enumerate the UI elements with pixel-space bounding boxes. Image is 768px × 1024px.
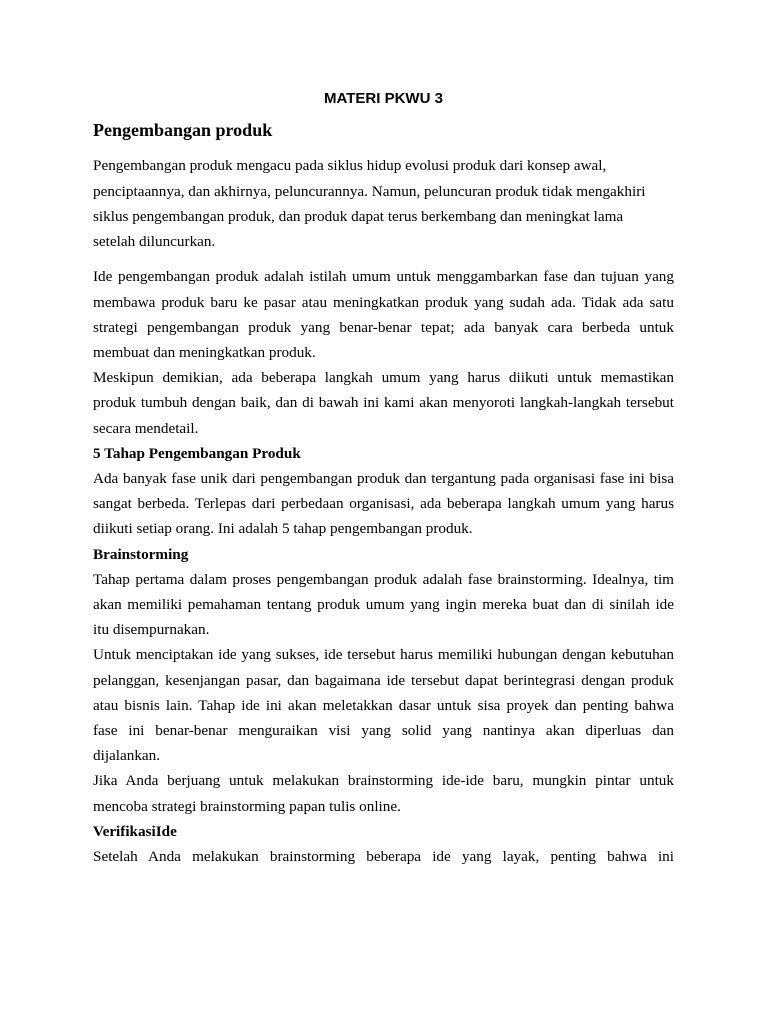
text-line: produk tumbuh dengan baik, dan di bawah ini kami akan menyoroti langkah-langkah tersebut [93, 394, 674, 412]
text-line: sangat berbeda. Terlepas dari perbedaan organisasi, ada beberapa langkah umum yang harus [93, 495, 674, 513]
document-page [93, 0, 674, 869]
text-line: Ide pengembangan produk adalah istilah umum untuk menggambarkan fase dan tujuan yang [93, 268, 674, 286]
text-line: Untuk menciptakan ide yang sukses, ide tersebut harus memiliki hubungan dengan kebutuhan [93, 646, 674, 664]
verification-paragraph [93, 844, 674, 869]
text-line: setelah diluncurkan. [93, 233, 216, 250]
text-line: Setelah Anda melakukan brainstorming beberapa ide yang layak, penting bahwa ini [93, 848, 674, 866]
section-heading-stages: 5 Tahap Pengembangan Produk [93, 444, 301, 462]
brainstorming-paragraph-2 [93, 642, 674, 768]
text-line: strategi pengembangan produk yang benar-benar tepat; ada banyak cara berbeda untuk [93, 318, 674, 336]
text-line: Tahap pertama dalam proses pengembangan produk adalah fase brainstorming. Idealnya, tim [93, 570, 674, 588]
section-heading-brainstorming: Brainstorming [93, 545, 189, 563]
stages-paragraph [93, 466, 674, 542]
text-line: akan memiliki pemahaman tentang produk umum yang ingin mereka buat dan di sinilah ide [93, 596, 674, 614]
text-line: Pengembangan produk mengacu pada siklus hidup evolusi produk dari konsep awal, [93, 157, 607, 175]
text-line: pelanggan, kesenjangan pasar, dan bagaimana ide tersebut dapat berintegrasi dengan produk [93, 671, 674, 689]
text-line: itu disempurnakan. [93, 621, 210, 639]
text-line: dijalankan. [93, 747, 161, 765]
brainstorming-paragraph-3 [93, 768, 674, 818]
text-line: membuat dan meningkatkan produk. [93, 344, 316, 361]
document-title: MATERI PKWU 3 [324, 90, 443, 107]
text-line: siklus pengembangan produk, dan produk dapat terus berkembang dan meningkat lama [93, 207, 624, 225]
text-line: Ada banyak fase unik dari pengembangan produk dan tergantung pada organisasi fase ini bisa [93, 470, 674, 488]
text-line: atau bisnis lain. Tahap ide ini akan meletakkan dasar untuk sisa proyek dan penting bahwa [93, 696, 674, 714]
text-line: secara mendetail. [93, 419, 199, 437]
text-line: Meskipun demikian, ada beberapa langkah umum yang harus diikuti untuk memastikan [93, 369, 674, 387]
intro-paragraph-2 [93, 264, 674, 365]
intro-paragraph-3 [93, 365, 674, 441]
text-line: diikuti setiap orang. Ini adalah 5 tahap pengembangan produk. [93, 520, 473, 538]
intro-paragraph-1 [93, 153, 674, 254]
main-heading: Pengembangan produk [93, 120, 273, 140]
brainstorming-paragraph-1 [93, 567, 674, 643]
text-line: penciptaannya, dan akhirnya, peluncurannya. Namun, peluncuran produk tidak mengakhiri [93, 182, 646, 200]
text-line: fase ini benar-benar menguraikan visi yang solid yang nantinya akan diperluas dan [93, 722, 674, 740]
text-line: Jika Anda berjuang untuk melakukan brainstorming ide-ide baru, mungkin pintar untuk [93, 772, 674, 790]
section-heading-verification: VerifikasiIde [93, 822, 177, 840]
text-line: membawa produk baru ke pasar atau meningkatkan produk yang sudah ada. Tidak ada satu [93, 293, 674, 311]
text-line: mencoba strategi brainstorming papan tulis online. [93, 797, 401, 815]
